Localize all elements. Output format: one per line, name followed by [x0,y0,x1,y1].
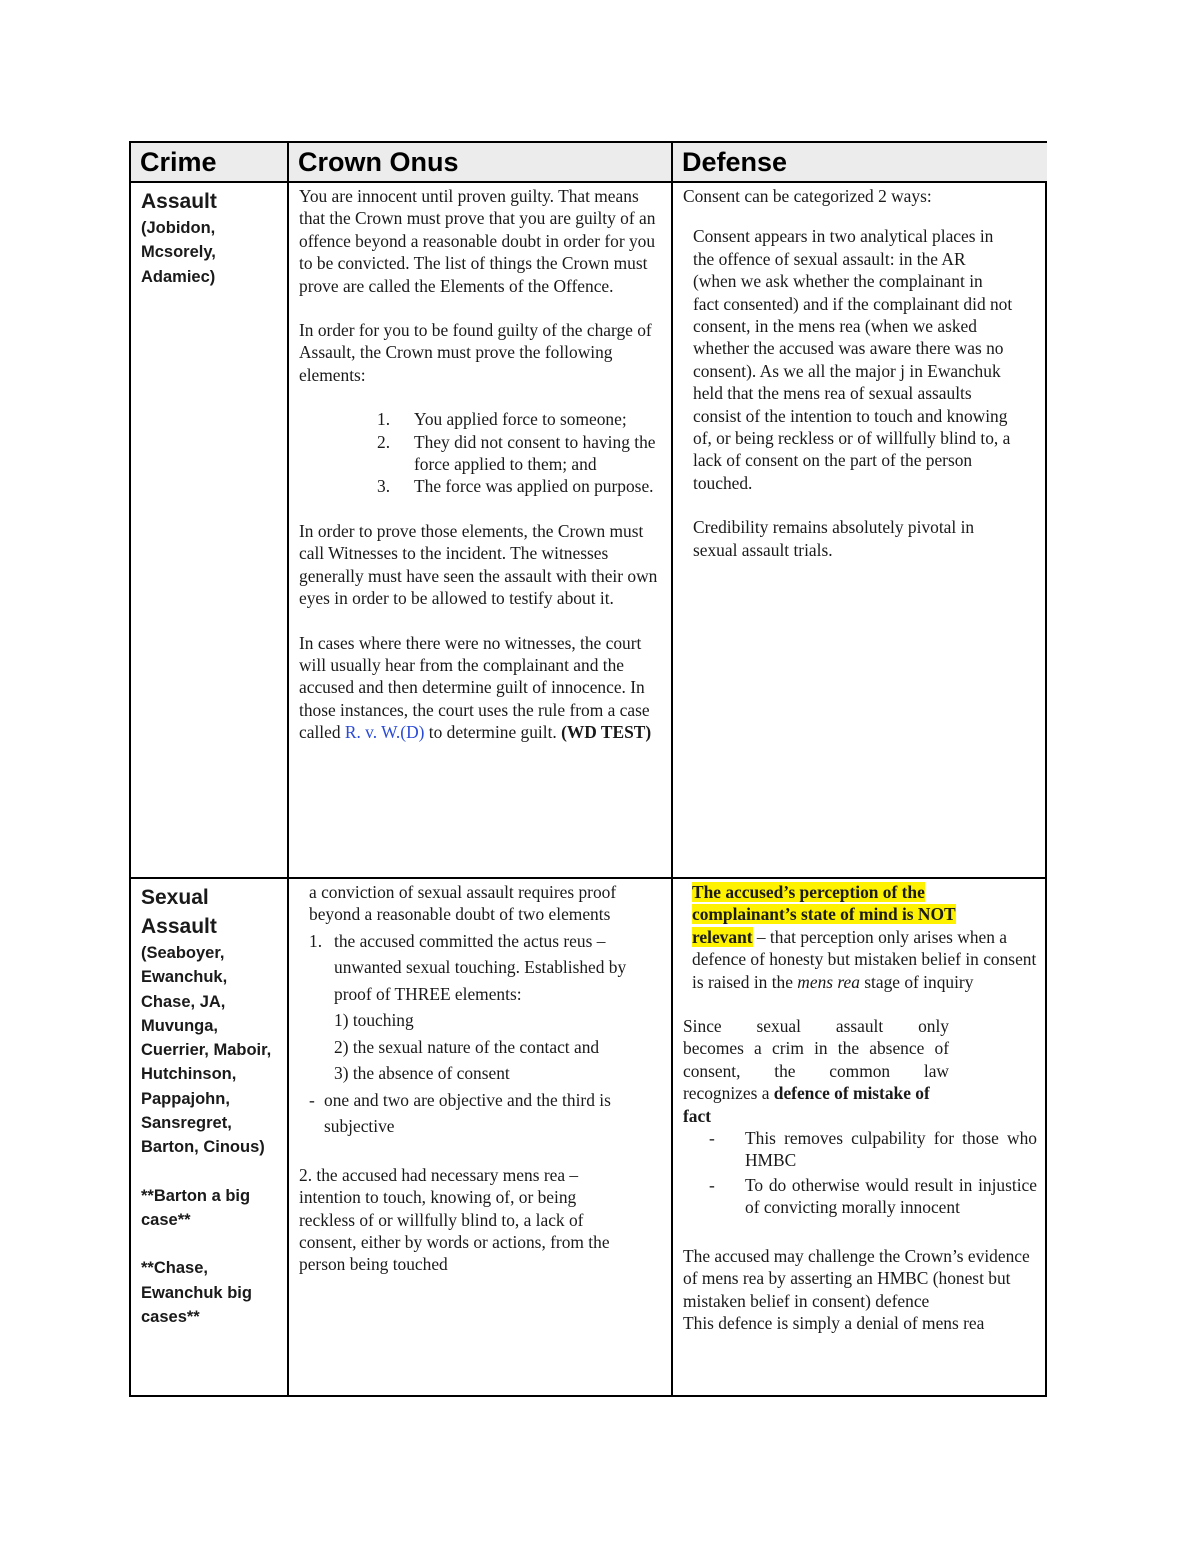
case-name: Adamiec) [141,267,216,286]
sub-item: 3) the absence of consent [334,1063,510,1084]
case-link[interactable]: R. v. W.(D) [344,722,425,743]
onus-paragraph: a conviction of sexual assault requires proof beyond a reasonable doubt of two elements [309,882,617,925]
case-name: Cuerrier, Maboir, [141,1041,272,1060]
case-name: (Seaboyer, [141,944,225,962]
sexual-assault-onus-cell [299,881,665,1276]
case-note: case** [141,1210,191,1229]
list-item: - one and two are objective and the third is subjective [309,1089,611,1137]
case-name: Pappajohn, [141,1089,230,1108]
list-item: - To do otherwise would result in injustice of convicting morally innocent [709,1174,1037,1218]
assault-crime-cell [141,187,281,289]
sub-list [309,1007,654,1087]
defence-mistake-of-fact: defence of mistake of fact [683,1083,930,1126]
case-note: **Barton a big [141,1186,251,1205]
column-divider [671,143,673,1395]
crime-title: Assault [141,190,217,213]
sub-item: 1) touching [334,1010,414,1031]
case-name: Sansregret, [141,1114,232,1133]
defense-intro: Consent can be categorized 2 ways: [683,186,932,206]
case-name: Barton, Cinous) [141,1138,265,1157]
crime-title: Assault [141,915,217,938]
notes-table [129,141,1047,1397]
highlighted-text: The accused’s perception of the [692,882,925,902]
assault-defense-cell [683,185,1028,561]
list-item: 3. The force was applied on purpose. [377,476,654,497]
list-item: 2. They did not consent to having the force applied to them; and [377,431,656,475]
list-item: 1. You applied force to someone; [377,409,627,430]
elements-list [299,408,665,498]
case-list [141,941,281,1329]
header-crown-onus: Crown Onus [289,143,671,181]
onus-paragraph: In order to prove those elements, the Crown must call Witnesses to the incident. The witnesses generally must have seen the assault with their own eyes in order to be allowed to testify about it. [299,520,658,609]
list-item: 1. the accused committed the actus reus – unwanted sexual touching. Established by proof of THREE elements: [309,930,627,1004]
case-name: (Jobidon, [141,219,216,237]
highlighted-text: relevant [692,926,753,947]
defense-paragraph: Consent appears in two analytical places in the offence of sexual assault: in the AR (when we ask whether the complainant in fact consented) and if the complainant did not consent, in the mens rea (when we asked whether the accused was aware there was no consent). As we all the major j in Ewanchuk held that the mens rea of sexual assaults consist of the intention to touch and knowing of, or being reckless or of willfully blind to, a lack of consent on the part of the person touched. [693,226,1013,493]
header-crime: Crime [131,143,287,181]
sub-item: 2) the sexual nature of the contact and [334,1036,600,1057]
defense-paragraph: This defence is simply a denial of mens rea [683,1312,985,1333]
case-name: Mcsorely, [141,243,216,262]
defense-paragraph: Since sexual assault only becomes a crim in the absence of consent, the common law recognizes a defence of mistake of fact [683,1016,949,1126]
onus-paragraph: 2. the accused had necessary mens rea – intention to touch, knowing of, or being reckless of or willfully blind to, a lack of consent, either by words or actions, from the person being touched [299,1164,610,1275]
case-note: cases** [141,1307,200,1326]
assault-onus-cell [299,185,665,744]
crime-title: Sexual [141,886,209,909]
case-note: **Chase, [141,1259,208,1278]
highlighted-text: complainant’s state of mind is NOT [692,904,956,925]
header-defense: Defense [673,143,1047,181]
defense-paragraph: The accused’s perception of the complainant’s state of mind is NOT relevant – that perception only arises when a defence of honesty but mistaken belief in consent [692,882,1037,970]
case-name: Hutchinson, [141,1065,237,1084]
bullet-list [683,1127,1037,1219]
case-name: Muvunga, [141,1016,218,1035]
row-divider [131,877,1045,879]
onus-paragraph: In order for you to be found guilty of the charge of Assault, the Crown must prove the following elements: [299,320,652,385]
onus-paragraph: You are innocent until proven guilty. That means that the Crown must prove that you are guilty of an offence beyond a reasonable doubt in order for you to be convicted. The list of things the Crown must prove are called the Elements of the Offence. [299,186,656,296]
case-note: Ewanchuk big [141,1283,252,1302]
sexual-assault-defense-cell [683,881,1045,1334]
defense-paragraph: The accused may challenge the Crown’s evidence of mens rea by asserting an HMBC (honest but mistaken belief in consent) defence [683,1245,1030,1311]
list-item: - This removes culpability for those who HMBC [709,1128,1037,1171]
wd-test-label: (WD TEST) [561,722,652,743]
column-divider [287,143,289,1395]
defense-paragraph: is raised in the mens rea stage of inquiry [692,971,974,992]
row-divider [131,181,1045,183]
case-name: Ewanchuk, [141,968,228,987]
sexual-assault-crime-cell [141,883,281,1329]
case-list [141,216,281,289]
onus-paragraph: In cases where there were no witnesses, the court will usually hear from the complainant and the accused and then determine guilt of innocence. In those instances, the court uses the rule from a case called R. v. W.(D) to determine guilt. (WD TEST) [299,632,652,743]
defense-paragraph: Credibility remains absolutely pivotal in sexual assault trials. [693,517,975,560]
case-name: Chase, JA, [141,992,226,1011]
